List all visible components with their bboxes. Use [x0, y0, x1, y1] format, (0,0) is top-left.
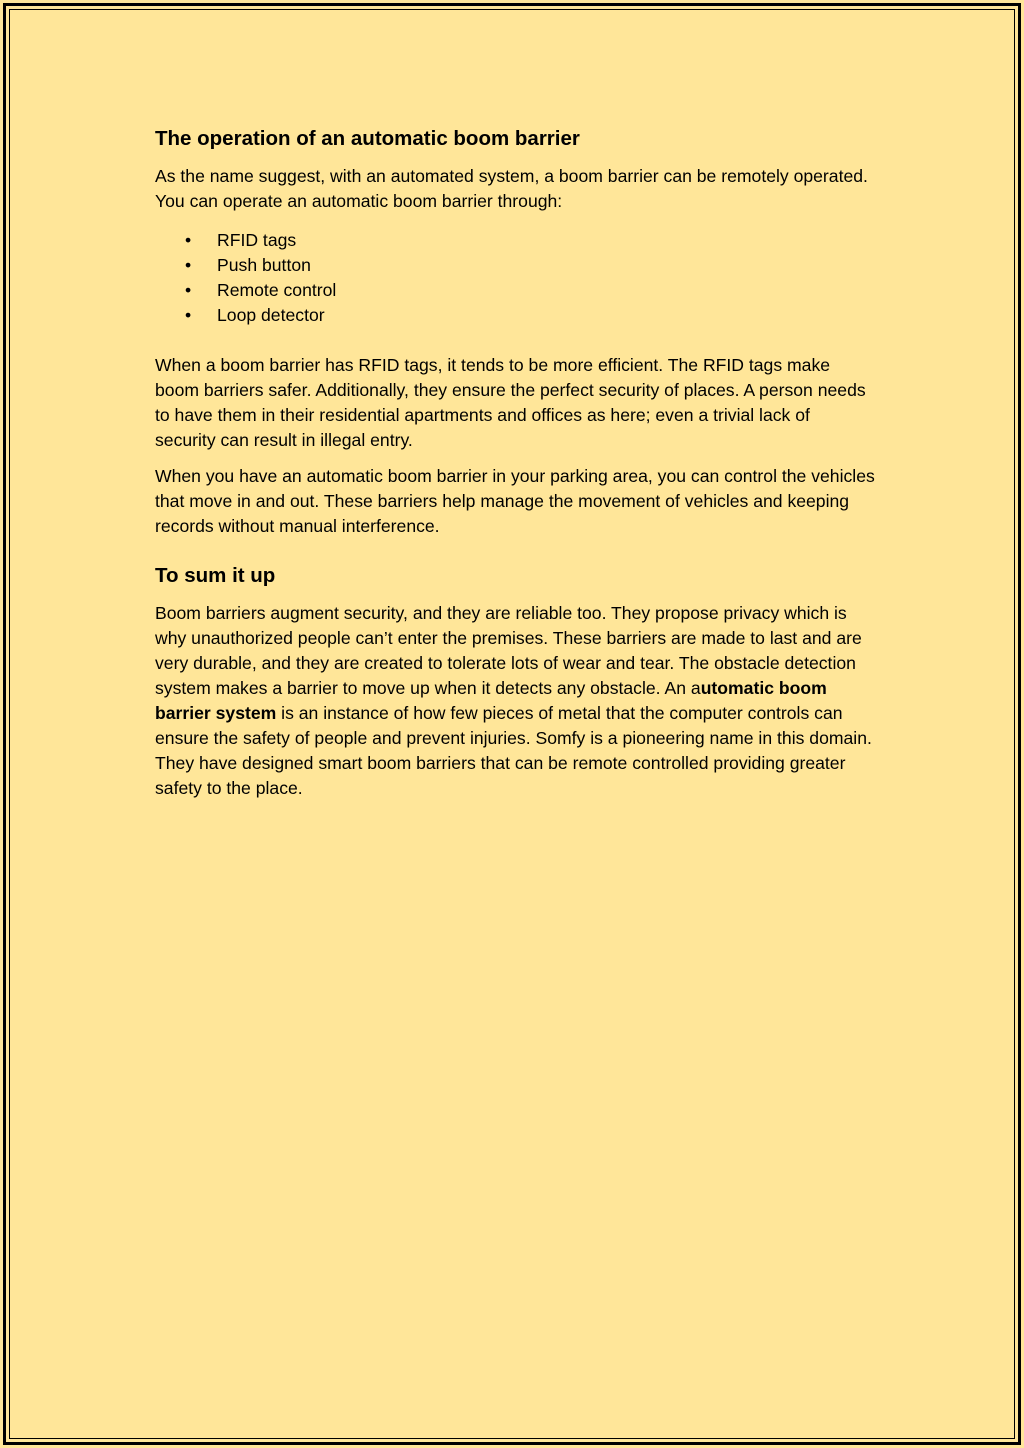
list-item-label: Remote control: [217, 280, 337, 300]
summary-paragraph: [155, 601, 875, 801]
summary-text-end: is an instance of how few pieces of metal that the computer controls can ensure the safety of people and prevent injuries. Somfy is a pioneering name in this domain. They have designed smart boom barriers that can be remote controlled providing greater safety to the place.: [155, 703, 872, 798]
list-item-label: Loop detector: [217, 305, 325, 325]
rfid-paragraph: When a boom barrier has RFID tags, it tends to be more efficient. The RFID tags make boom barriers safer. Additionally, they ensure the perfect security of places. A person needs to have them in their residential apartments and offices as here; even a trivial lack of security can result in illegal entry.: [155, 355, 866, 450]
bullet-icon: •: [185, 305, 192, 325]
list-item: [155, 253, 875, 278]
bullet-icon: •: [185, 255, 192, 275]
keyword-link: utomatic boom barrier system: [155, 678, 827, 723]
bullet-icon: •: [185, 280, 192, 300]
list-item: [155, 228, 875, 253]
document-body: [155, 124, 875, 812]
bullet-icon: •: [185, 230, 192, 250]
list-item-label: RFID tags: [217, 230, 297, 250]
parking-paragraph: When you have an automatic boom barrier in your parking area, you can control the vehicles that move in and out. These barriers help manage the movement of vehicles and keeping records without manual interference.: [155, 466, 875, 536]
intro-paragraph: As the name suggest, with an automated system, a boom barrier can be remotely operated. You can operate an automatic boom barrier through:: [155, 166, 868, 211]
section-heading-operation: The operation of an automatic boom barrier: [155, 127, 580, 150]
summary-text-start: Boom barriers augment security, and they are reliable too. They propose privacy which is why unauthorized people can’t enter the premises. These barriers are made to last and are very durable, and they are created to tolerate lots of wear and tear. The obstacle detection system makes a barrier to move up when it detects any obstacle. An a: [155, 603, 862, 698]
operation-methods-list: [155, 228, 875, 328]
section-heading-summary: To sum it up: [155, 564, 276, 587]
list-item: [155, 278, 875, 303]
list-item-label: Push button: [217, 255, 311, 275]
list-item: [155, 303, 875, 328]
